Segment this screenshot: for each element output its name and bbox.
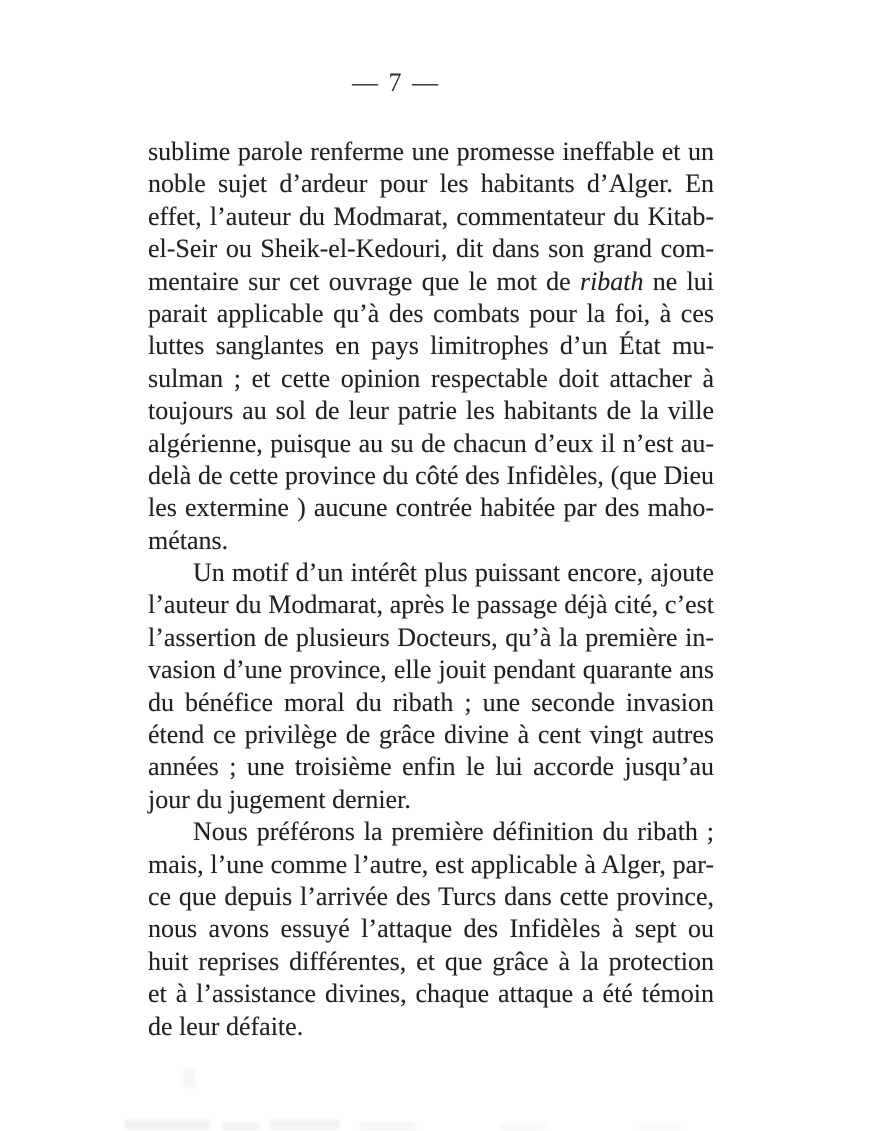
italic-word: ribath	[579, 266, 644, 296]
page-number: — 7 —	[352, 68, 440, 97]
scan-artifact	[222, 1122, 260, 1130]
text-segment: mentaire sur cet ouvrage que le mot de	[148, 266, 580, 296]
text-line: de leur défaite.	[148, 1011, 304, 1041]
text-line: métans.	[148, 525, 229, 555]
scan-artifact	[270, 1120, 340, 1129]
text-block	[148, 136, 714, 1043]
text-line: Un motif d’un intérêt plus puissant encore, ajoute	[193, 558, 714, 588]
paragraph	[148, 557, 714, 816]
text-segment: ne lui	[643, 266, 714, 296]
text-line: mais, l’une comme l’autre, est applicable à Alger, par-	[148, 849, 714, 879]
text-line: étend ce privilège de grâce divine à cent vingt autres	[148, 720, 714, 750]
text-line	[148, 266, 714, 298]
text-line: l’assertion de plusieurs Docteurs, qu’à la première in-	[148, 622, 714, 652]
scan-artifact	[360, 1122, 415, 1130]
text-line: les extermine ) aucune contrée habitée par des maho-	[148, 493, 714, 523]
paragraph	[148, 816, 714, 1043]
text-line: et à l’assistance divines, chaque attaque a été témoin	[148, 979, 714, 1009]
text-line: huit reprises différentes, et que grâce à la protection	[148, 946, 714, 976]
paragraph	[148, 136, 714, 557]
scan-artifact	[500, 1123, 545, 1130]
text-line: jour du jugement dernier.	[148, 784, 411, 814]
text-line: vasion d’une province, elle jouit pendant quarante ans	[148, 655, 714, 685]
text-line: l’auteur du Modmarat, après le passage déjà cité, c’est	[148, 590, 714, 620]
text-line: algérienne, puisque au su de chacun d’eux il n’est au-	[148, 428, 714, 458]
text-line: noble sujet d’ardeur pour les habitants d’Alger. En	[148, 169, 714, 199]
text-line: toujours au sol de leur patrie les habitants de la ville	[148, 396, 714, 426]
text-line: du bénéfice moral du ribath ; une seconde invasion	[148, 687, 714, 717]
scan-artifact	[183, 1068, 195, 1088]
scan-artifact	[640, 1123, 680, 1130]
text-line: années ; une troisième enfin le lui accorde jusqu’au	[148, 752, 714, 782]
text-line: delà de cette province du côté des Infidèles, (que Dieu	[148, 460, 714, 490]
text-line: el-Seir ou Sheik-el-Kedouri, dit dans son grand com-	[148, 234, 714, 264]
text-line: sublime parole renferme une promesse ineffable et un	[148, 137, 714, 166]
text-line: ce que depuis l’arrivée des Turcs dans cette province,	[148, 881, 714, 911]
scan-artifact	[125, 1120, 210, 1129]
text-line: nous avons essuyé l’attaque des Infidèles à sept ou	[148, 914, 714, 944]
text-line: parait applicable qu’à des combats pour la foi, à ces	[148, 298, 714, 328]
text-line: effet, l’auteur du Modmarat, commentateur du Kitab-	[148, 201, 714, 231]
text-line: sulman ; et cette opinion respectable doit attacher à	[148, 363, 714, 393]
text-line: Nous préférons la première définition du ribath ;	[193, 817, 714, 847]
text-line: luttes sanglantes en pays limitrophes d’un État mu-	[148, 331, 714, 361]
